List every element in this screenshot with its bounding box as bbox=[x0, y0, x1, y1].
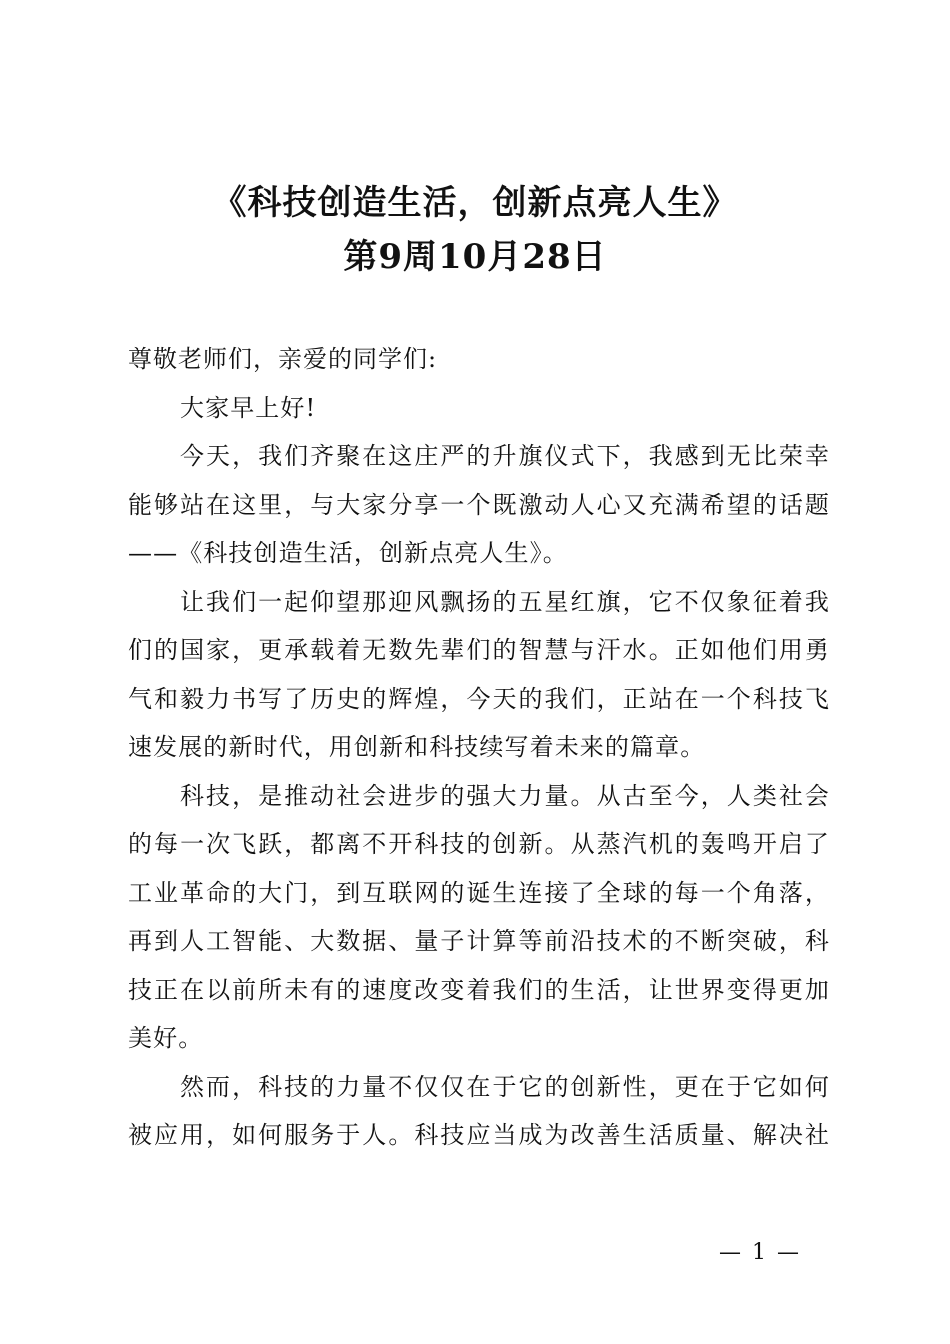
document-date: 第9周10月28日 bbox=[343, 237, 607, 277]
paragraph-line: 美好。 bbox=[128, 1024, 204, 1052]
page-number: — 1 — bbox=[719, 1240, 801, 1265]
paragraph-line: 再到人工智能、大数据、量子计算等前沿技术的不断突破，科 bbox=[128, 927, 830, 955]
greeting: 大家早上好! bbox=[180, 393, 317, 422]
paragraph-line: 速发展的新时代，用创新和科技续写着未来的篇章。 bbox=[128, 733, 706, 761]
paragraph-line: 气和毅力书写了历史的辉煌，今天的我们，正站在一个科技飞 bbox=[128, 684, 830, 713]
paragraph-2 bbox=[128, 578, 830, 772]
document-title: 《科技创造生活，创新点亮人生》 bbox=[212, 183, 738, 223]
title-block bbox=[0, 176, 950, 284]
paragraph-line: 技正在以前所未有的速度改变着我们的生活，让世界变得更加 bbox=[128, 975, 830, 1004]
paragraph-line: 工业革命的大门，到互联网的诞生连接了全球的每一个角落， bbox=[128, 878, 830, 907]
paragraph-line: 科技，是推动社会进步的强大力量。从古至今，人类社会 bbox=[180, 781, 830, 810]
paragraph-line: 今天，我们齐聚在这庄严的升旗仪式下，我感到无比荣幸 bbox=[180, 442, 830, 470]
paragraph-4 bbox=[128, 1063, 830, 1160]
paragraph-line: 能够站在这里，与大家分享一个既激动人心又充满希望的话题 bbox=[128, 490, 830, 519]
speech-body bbox=[128, 335, 830, 1160]
paragraph-line: 的每一次飞跃，都离不开科技的创新。从蒸汽机的轰鸣开启了 bbox=[128, 830, 830, 858]
paragraph-line: 们的国家，更承载着无数先辈们的智慧与汗水。正如他们用勇 bbox=[128, 636, 830, 664]
salutation: 尊敬老师们，亲爱的同学们: bbox=[128, 345, 438, 373]
paragraph-line: ——《科技创造生活，创新点亮人生》。 bbox=[128, 539, 568, 567]
paragraph-line: 然而，科技的力量不仅仅在于它的创新性，更在于它如何 bbox=[180, 1072, 830, 1101]
paragraph-3 bbox=[128, 772, 830, 1063]
paragraph-line: 让我们一起仰望那迎风飘扬的五星红旗，它不仅象征着我 bbox=[180, 587, 830, 616]
paragraph-line: 被应用，如何服务于人。科技应当成为改善生活质量、解决社 bbox=[128, 1121, 830, 1149]
paragraph-1 bbox=[128, 432, 830, 578]
